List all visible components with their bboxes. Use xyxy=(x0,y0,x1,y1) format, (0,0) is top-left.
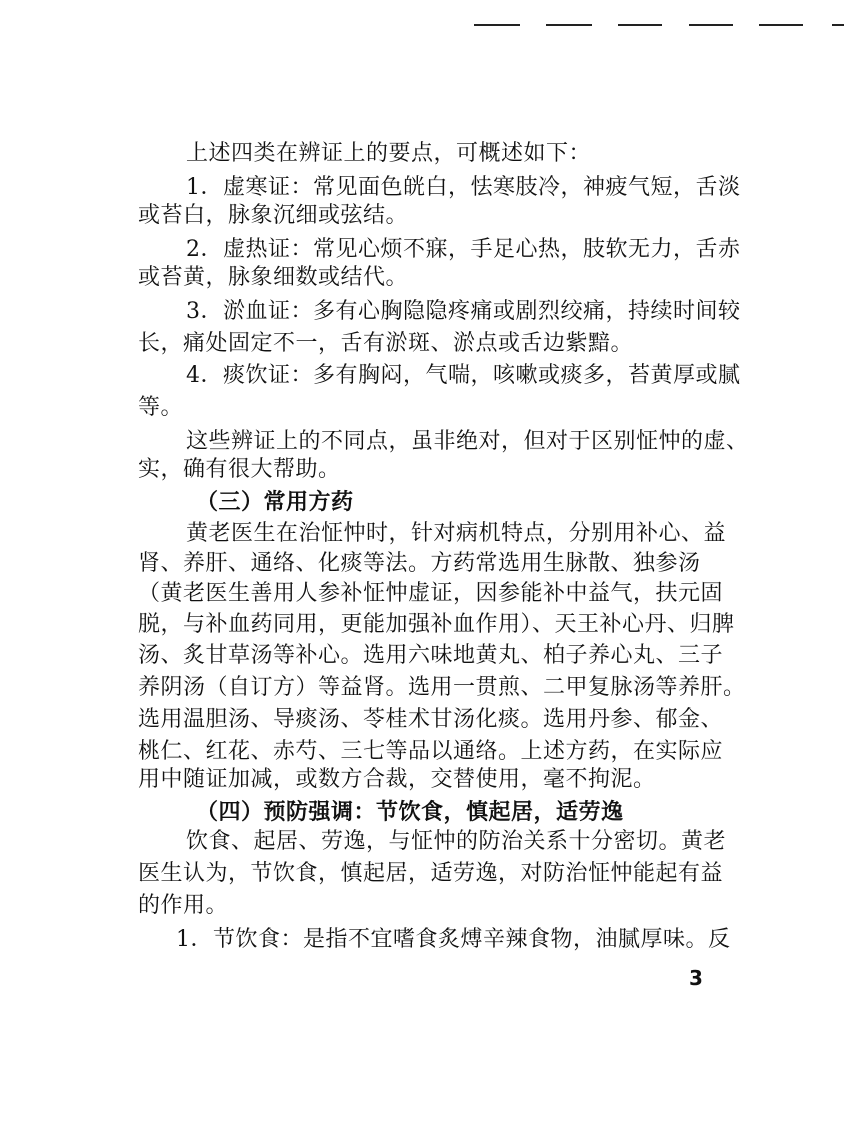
prevention-line-2: 医生认为，节饮食，慎起居，适劳逸，对防治怔忡能起有益 xyxy=(138,861,724,886)
prescriptions-line-7: 选用温胆汤、导痰汤、苓桂术甘汤化痰。选用丹参、郁金、 xyxy=(138,707,724,732)
prescriptions-line-9: 用中随证加减，或数方合裁，交替使用，毫不拘泥。 xyxy=(138,767,656,792)
phlegm-fluid-line-2: 等。 xyxy=(138,395,184,420)
intro-line: 上述四类在辨证上的要点，可概述如下： xyxy=(186,141,592,166)
deficiency-cold-line-2: 或苔白，脉象沉细或弦结。 xyxy=(138,203,409,228)
blood-stasis-line-1: 3．淤血证：多有心胸隐隐疼痛或剧烈绞痛，持续时间较 xyxy=(186,299,741,324)
deficiency-heat-line-1: 2．虚热证：常见心烦不寐，手足心热，肢软无力，舌赤 xyxy=(186,237,741,262)
prescriptions-line-4: 脱，与补血药同用，更能加强补血作用）、天王补心丹、归脾 xyxy=(138,612,735,637)
section-heading-prescriptions: （三）常用方药 xyxy=(196,489,354,515)
deficiency-heat-line-2: 或苔黄，脉象细数或结代。 xyxy=(138,265,409,290)
summary-line-1: 这些辨证上的不同点，虽非绝对，但对于区别怔忡的虚、 xyxy=(186,429,749,454)
deficiency-cold-line-1: 1．虚寒证：常见面色㿠白，怯寒肢冷，神疲气短，舌淡 xyxy=(186,175,741,200)
prescriptions-line-1: 黄老医生在治怔忡时，针对病机特点，分别用补心、益 xyxy=(186,521,727,546)
prescriptions-line-6: 养阴汤（自订方）等益肾。选用一贯煎、二甲复脉汤等养肝。 xyxy=(138,675,746,700)
blood-stasis-line-2: 长，痛处固定不一，舌有淤斑、淤点或舌边紫黯。 xyxy=(138,331,634,356)
prevention-line-3: 的作用。 xyxy=(138,893,229,918)
prescriptions-line-5: 汤、炙甘草汤等补心。选用六味地黄丸、柏子养心丸、三子 xyxy=(138,643,724,668)
prescriptions-line-2: 肾、养肝、通络、化痰等法。方药常选用生脉散、独参汤 xyxy=(138,551,701,576)
page-number: 3 xyxy=(689,966,703,990)
summary-line-2: 实，确有很大帮助。 xyxy=(138,457,341,482)
section-heading-prevention: （四）预防强调：节饮食，慎起居，适劳逸 xyxy=(196,799,624,825)
phlegm-fluid-line-1: 4．痰饮证：多有胸闷，气喘，咳嗽或痰多，苔黄厚或腻 xyxy=(186,363,741,388)
prescriptions-line-8: 桃仁、红花、赤芍、三七等品以通络。上述方药，在实际应 xyxy=(138,739,724,764)
diet-line-1: 1．节饮食：是指不宜嗜食炙煿辛辣食物，油腻厚味。反 xyxy=(176,927,731,952)
prescriptions-line-3: （黄老医生善用人参补怔忡虚证，因参能补中益气，扶元固 xyxy=(138,581,724,606)
prevention-line-1: 饮食、起居、劳逸，与怔忡的防治关系十分密切。黄老 xyxy=(186,829,727,854)
